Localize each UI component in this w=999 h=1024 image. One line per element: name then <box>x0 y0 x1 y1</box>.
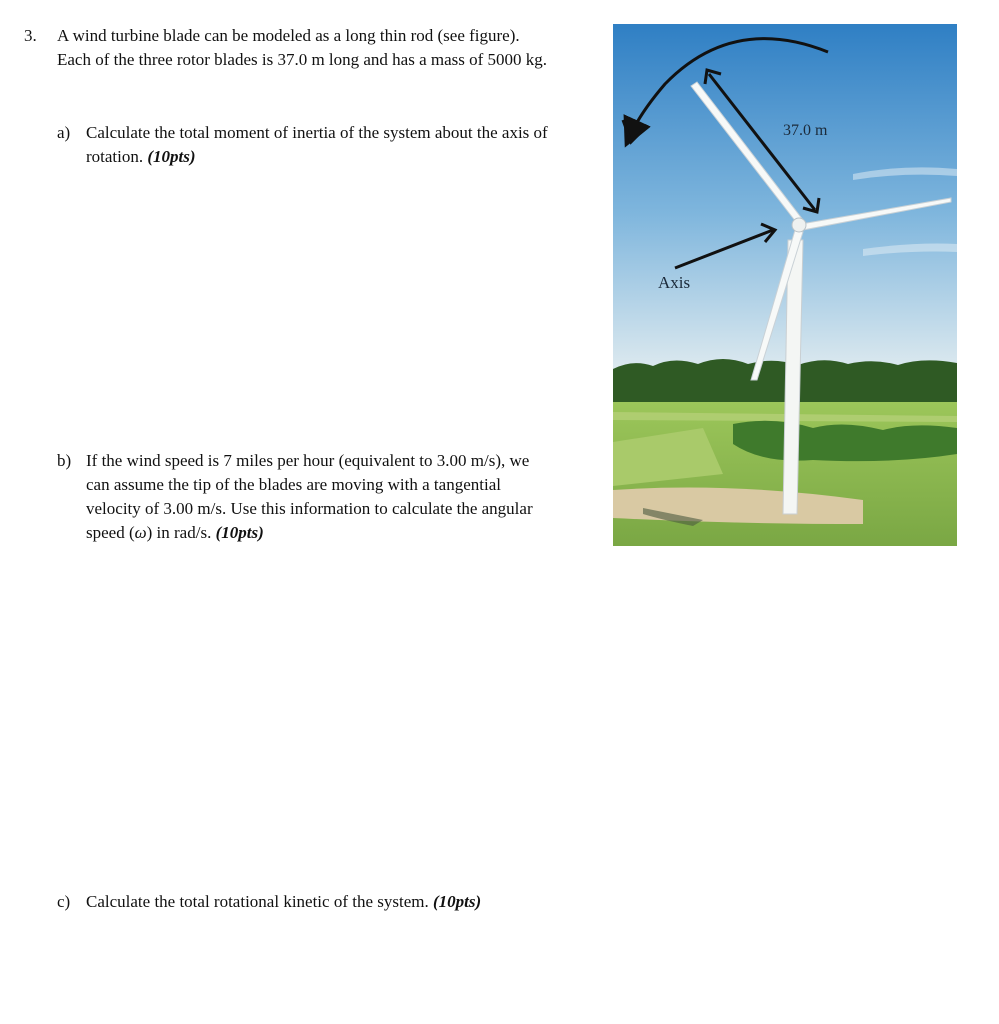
part-b-points: (10pts) <box>215 523 264 542</box>
part-a-points: (10pts) <box>147 147 196 166</box>
intro-line-2: Each of the three rotor blades is 37.0 m long and has a mass of 5000 kg. <box>57 50 548 69</box>
part-b-line-4-pre: speed ( <box>86 523 135 542</box>
question-number: 3. <box>24 26 37 45</box>
question-intro <box>57 24 617 72</box>
part-a-line-1: Calculate the total moment of inertia of the system about the axis of <box>86 123 548 142</box>
part-b-line-4 <box>86 521 606 545</box>
part-a-text <box>86 121 606 169</box>
part-a-label: a) <box>57 123 71 142</box>
hedge <box>733 421 957 461</box>
blade-length-label: 37.0 m <box>783 122 828 139</box>
turbine-hub <box>792 218 806 232</box>
part-a-line-2 <box>86 145 606 169</box>
wind-turbine-figure <box>613 24 957 546</box>
axis-label: Axis <box>658 273 691 292</box>
part-b-line-4-post: ) in rad/s. <box>146 523 212 542</box>
intro-line-1: A wind turbine blade can be modeled as a long thin rod (see figure). <box>57 26 520 45</box>
part-c-text <box>86 890 606 914</box>
part-c-label: c) <box>57 892 71 911</box>
part-b-line-1: If the wind speed is 7 miles per hour (equivalent to 3.00 m/s), we <box>86 451 530 470</box>
omega-symbol: ω <box>134 523 147 542</box>
part-b-line-2: can assume the tip of the blades are moving with a tangential <box>86 475 501 494</box>
part-b-text <box>86 449 606 545</box>
part-c-points: (10pts) <box>432 892 482 911</box>
part-c-line: Calculate the total rotational kinetic of the system. <box>86 892 429 911</box>
part-b-label: b) <box>57 451 72 470</box>
part-a-line-2-text: rotation. <box>86 147 144 166</box>
part-b-line-3: velocity of 3.00 m/s. Use this information to calculate the angular <box>86 499 533 518</box>
